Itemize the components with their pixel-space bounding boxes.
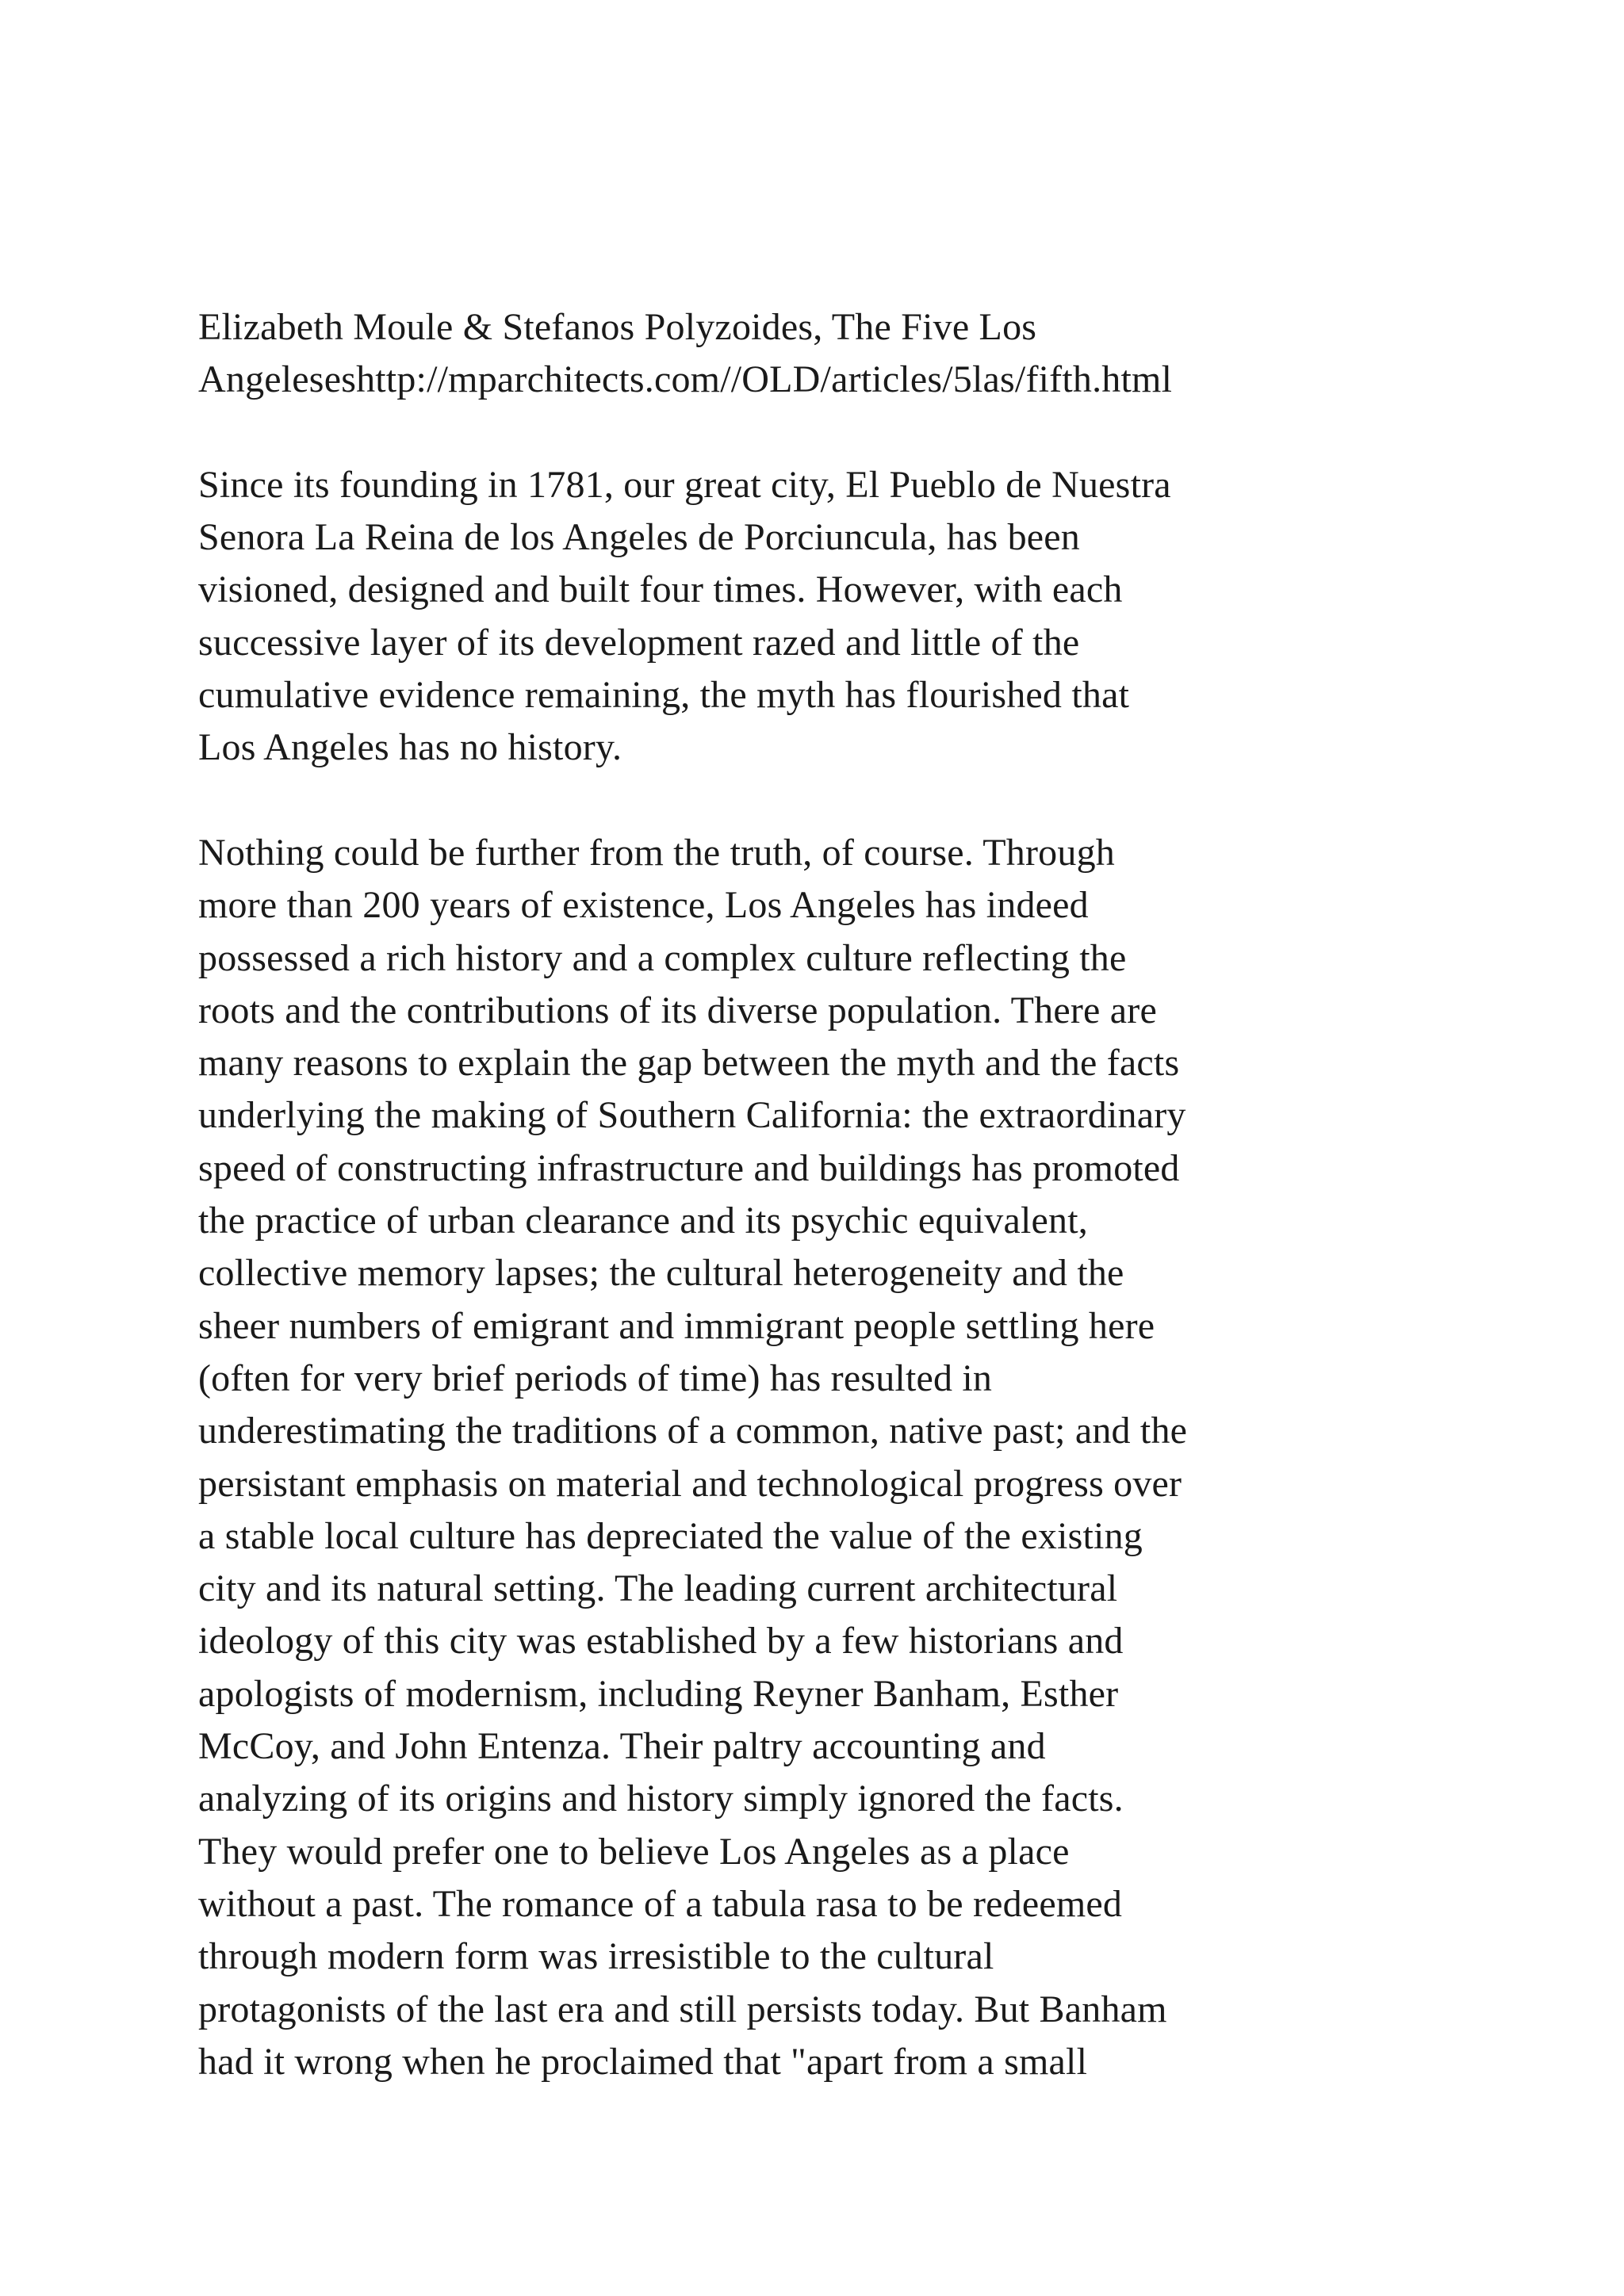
text-line: apologists of modernism, including Reyner Banham, Esther (198, 1672, 1119, 1715)
text-line: They would prefer one to believe Los Angeles as a place (198, 1830, 1070, 1873)
paragraph-2 (198, 827, 1483, 2088)
text-line: sheer numbers of emigrant and immigrant people settling here (198, 1304, 1155, 1347)
text-line: a stable local culture has depreciated the value of the existing (198, 1514, 1143, 1557)
citation (198, 301, 1483, 407)
text-line: underlying the making of Southern California: the extraordinary (198, 1094, 1186, 1137)
citation-line: Elizabeth Moule & Stefanos Polyzoides, The Five Los (198, 306, 1037, 348)
text-line: Nothing could be further from the truth, of course. Through (198, 831, 1115, 874)
text-line: ideology of this city was established by a few historians and (198, 1620, 1124, 1663)
text-line: underestimating the traditions of a common, native past; and the (198, 1410, 1188, 1452)
text-line: had it wrong when he proclaimed that "apart from a small (198, 2040, 1088, 2083)
text-line: Since its founding in 1781, our great city, El Pueblo de Nuestra (198, 463, 1171, 506)
text-line: successive layer of its development razed and little of the (198, 621, 1080, 664)
text-line: without a past. The romance of a tabula rasa to be redeemed (198, 1882, 1123, 1925)
text-line: Los Angeles has no history. (198, 726, 622, 769)
text-line: persistant emphasis on material and technological progress over (198, 1462, 1182, 1505)
text-line: roots and the contributions of its diverse population. There are (198, 989, 1157, 1031)
text-line: Senora La Reina de los Angeles de Porciuncula, has been (198, 516, 1080, 559)
text-line: through modern form was irresistible to the cultural (198, 1935, 994, 1978)
text-line: many reasons to explain the gap between the myth and the facts (198, 1042, 1180, 1085)
text-line: speed of constructing infrastructure and buildings has promoted (198, 1146, 1180, 1189)
document-body (198, 301, 1483, 2088)
paragraph-1 (198, 459, 1483, 775)
text-line: the practice of urban clearance and its psychic equivalent, (198, 1200, 1088, 1242)
text-line: collective memory lapses; the cultural heterogeneity and the (198, 1252, 1124, 1295)
text-line: (often for very brief periods of time) has resulted in (198, 1357, 993, 1399)
text-line: visioned, designed and built four times. However, with each (198, 568, 1123, 611)
paragraph-gap (198, 775, 1483, 827)
text-line: more than 200 years of existence, Los Angeles has indeed (198, 884, 1089, 927)
text-line: protagonists of the last era and still persists today. But Banham (198, 1988, 1167, 2030)
text-line: cumulative evidence remaining, the myth has flourished that (198, 674, 1130, 717)
text-line: analyzing of its origins and history simply ignored the facts. (198, 1777, 1124, 1820)
text-line: possessed a rich history and a complex culture reflecting the (198, 936, 1127, 979)
text-line: city and its natural setting. The leading current architectural (198, 1567, 1118, 1610)
citation-line: Angeleseshttp://mparchitects.com//OLD/articles/5las/fifth.html (198, 358, 1173, 401)
text-line: McCoy, and John Entenza. Their paltry accounting and (198, 1725, 1046, 1768)
paragraph-gap (198, 407, 1483, 459)
